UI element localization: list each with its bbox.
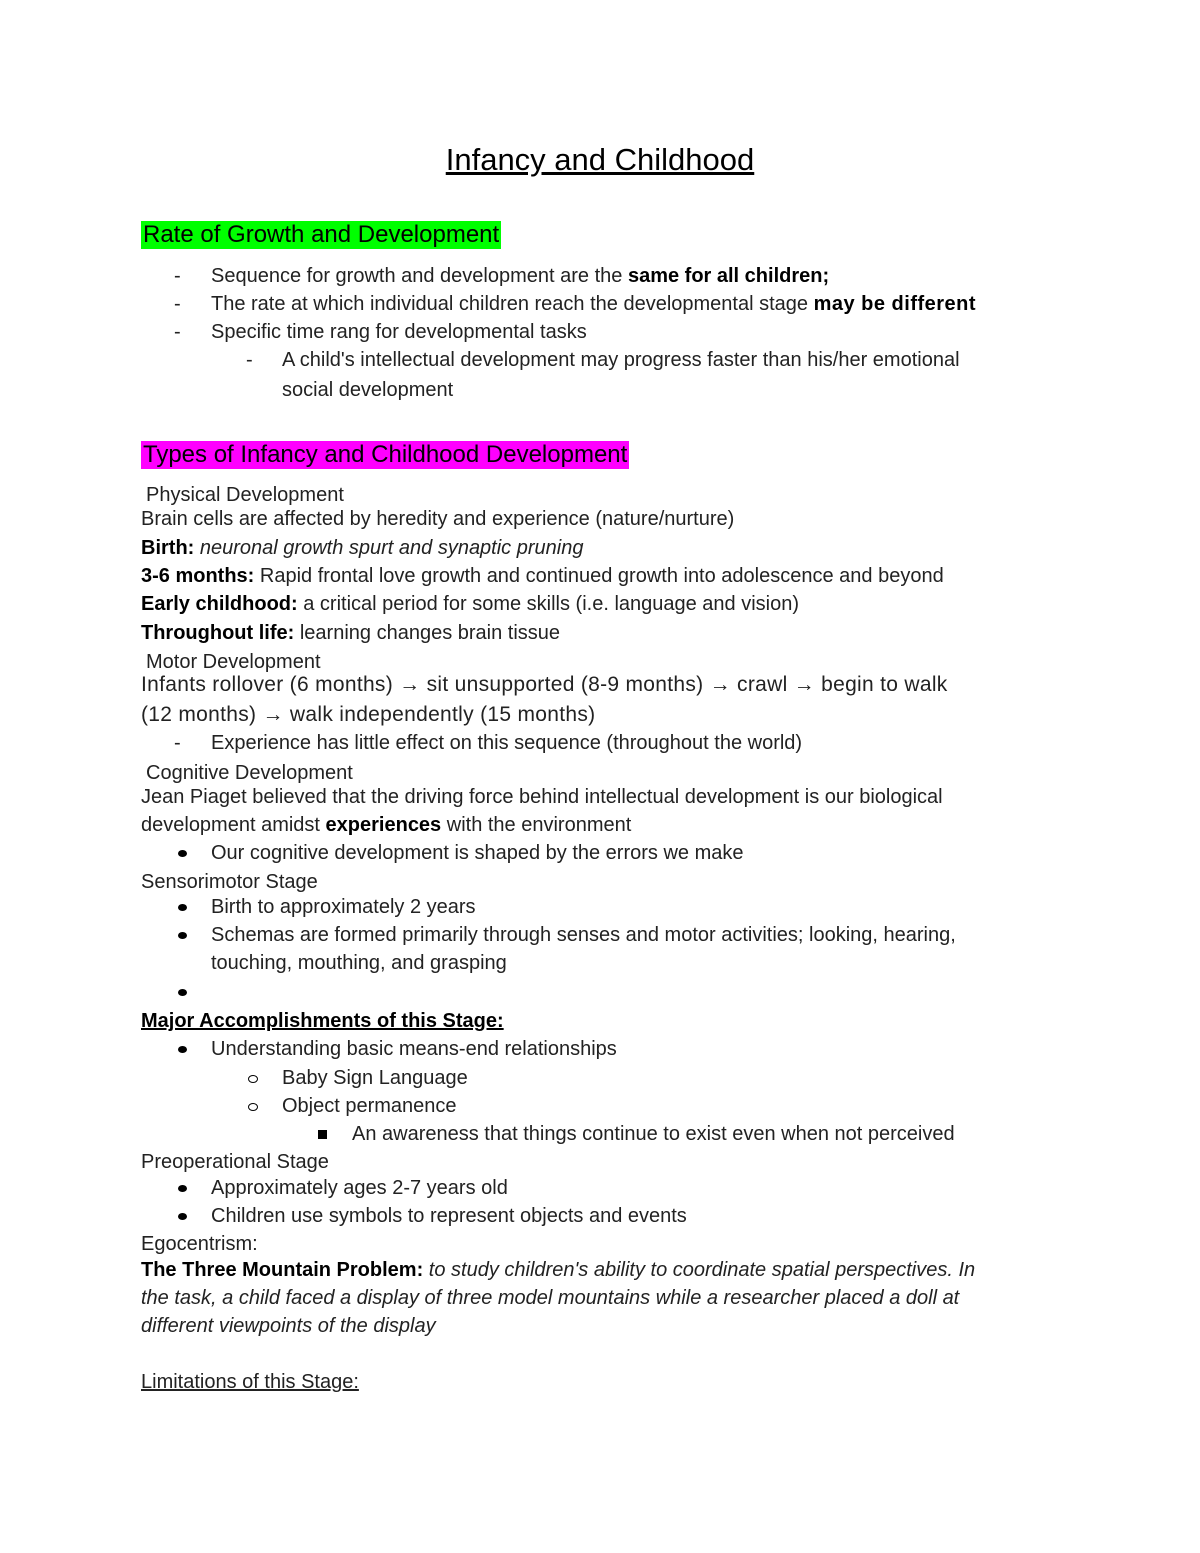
paragraph: development amidst experiences with the environment — [141, 814, 632, 836]
list-item: Approximately ages 2-7 years old — [211, 1177, 508, 1199]
bullet-disc-icon — [178, 904, 187, 911]
list-item: Baby Sign Language — [282, 1067, 468, 1089]
list-item: A child's intellectual development may progress faster than his/her emotional — [282, 349, 960, 371]
bullet-disc-icon — [178, 850, 187, 857]
bullet-circle-icon — [248, 1075, 258, 1083]
paragraph: Infants rollover (6 months) → sit unsupported (8-9 months) → crawl → begin to walk — [141, 673, 948, 696]
paragraph: Birth: neuronal growth spurt and synaptic pruning — [141, 537, 584, 559]
dash-marker: - — [174, 293, 181, 315]
list-item: Our cognitive development is shaped by the errors we make — [211, 842, 744, 864]
subheading-preoperational-stage: Preoperational Stage — [141, 1151, 329, 1173]
page-title: Infancy and Childhood — [445, 142, 755, 177]
dash-marker: - — [246, 349, 253, 371]
paragraph: Brain cells are affected by heredity and experience (nature/nurture) — [141, 508, 735, 530]
bullet-disc-icon — [178, 989, 187, 996]
section-heading-types-of-development: Types of Infancy and Childhood Development — [143, 441, 628, 468]
paragraph-continuation: different viewpoints of the display — [141, 1315, 436, 1337]
section-heading-rate-of-growth: Rate of Growth and Development — [143, 221, 500, 248]
list-item: Specific time rang for developmental tasks — [211, 321, 587, 343]
list-item: Understanding basic means-end relationships — [211, 1038, 617, 1060]
paragraph: The Three Mountain Problem: to study children's ability to coordinate spatial perspectives. In — [141, 1259, 976, 1281]
list-item: The rate at which individual children reach the developmental stage may be different — [211, 293, 977, 315]
paragraph-egocentrism: Egocentrism: — [141, 1233, 258, 1255]
dash-marker: - — [174, 732, 181, 754]
list-item: Birth to approximately 2 years — [211, 896, 476, 918]
paragraph-continuation: the task, a child faced a display of three model mountains while a researcher placed a doll at — [141, 1287, 960, 1309]
paragraph: Jean Piaget believed that the driving force behind intellectual development is our biological — [141, 786, 943, 808]
list-item: Sequence for growth and development are the same for all children; — [211, 265, 830, 287]
bullet-disc-icon — [178, 932, 187, 939]
bullet-disc-icon — [178, 1185, 187, 1192]
list-item: Object permanence — [282, 1095, 457, 1117]
subheading-limitations: Limitations of this Stage: — [141, 1371, 359, 1393]
list-item-continuation: social development — [282, 379, 454, 401]
list-item: Schemas are formed primarily through senses and motor activities; looking, hearing, — [211, 924, 956, 946]
bullet-circle-icon — [248, 1103, 258, 1111]
bullet-square-icon — [318, 1130, 327, 1139]
subheading-motor-development: Motor Development — [146, 651, 321, 673]
paragraph: Early childhood: a critical period for some skills (i.e. language and vision) — [141, 593, 800, 615]
paragraph: Throughout life: learning changes brain tissue — [141, 622, 561, 644]
subheading-cognitive-development: Cognitive Development — [146, 762, 353, 784]
bullet-disc-icon — [178, 1213, 187, 1220]
dash-marker: - — [174, 265, 181, 287]
list-item: An awareness that things continue to exist even when not perceived — [352, 1123, 955, 1145]
paragraph: (12 months) → walk independently (15 months) — [141, 703, 596, 726]
list-item: Children use symbols to represent objects and events — [211, 1205, 687, 1227]
bullet-disc-icon — [178, 1046, 187, 1053]
subheading-sensorimotor-stage: Sensorimotor Stage — [141, 871, 318, 893]
subheading-physical-development: Physical Development — [146, 484, 344, 506]
list-item: Experience has little effect on this sequence (throughout the world) — [211, 732, 803, 754]
subheading-major-accomplishments: Major Accomplishments of this Stage: — [141, 1010, 504, 1032]
dash-marker: - — [174, 321, 181, 343]
paragraph: 3-6 months: Rapid frontal love growth and continued growth into adolescence and beyond — [141, 565, 944, 587]
list-item-continuation: touching, mouthing, and grasping — [211, 952, 507, 974]
